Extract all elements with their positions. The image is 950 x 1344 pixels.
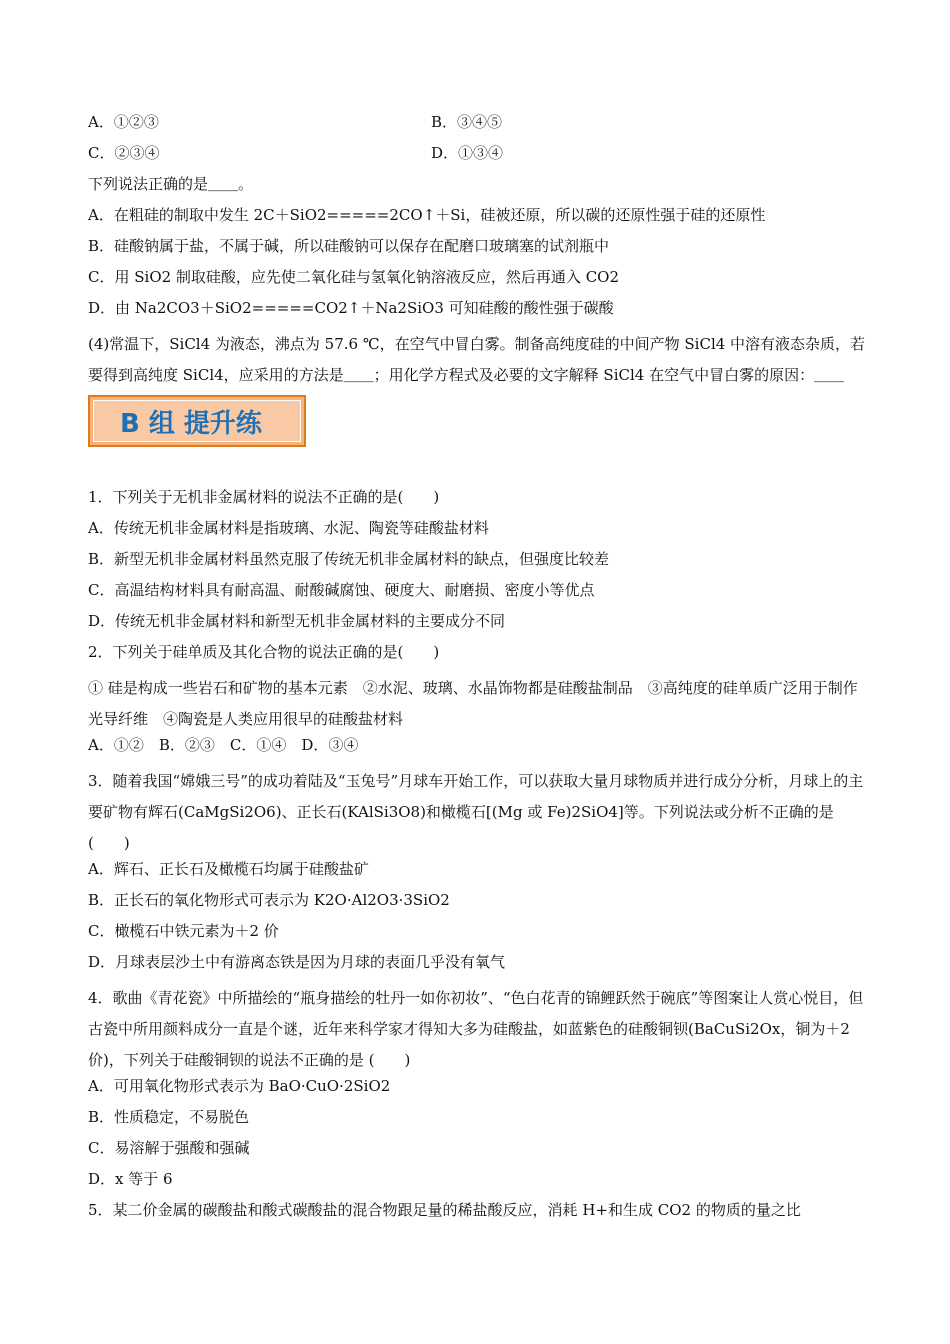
question-stem: 5．某二价金属的碳酸盐和酸式碳酸盐的混合物跟足量的稀盐酸反应，消耗 H+和生成 CO2 的物质的量之比 — [88, 1201, 801, 1219]
banner-title: B 组 提升练 — [93, 400, 301, 442]
section-banner — [88, 391, 868, 487]
question-body: ① 硅是构成一些岩石和矿物的基本元素 ②水泥、玻璃、水晶饰物都是硅酸盐制品 ③高纯度的硅单质广泛用于制作光导纤维 ④陶瓷是人类应用很早的硅酸盐材料 — [88, 679, 858, 728]
option-c: C．易溶解于强酸和强碱 — [88, 1139, 250, 1157]
question-stem: 下列说法正确的是＿＿。 — [88, 175, 254, 193]
option-d: D．由 Na2CO3＋SiO2=====CO2↑＋Na2SiO3 可知硅酸的酸性强于碳酸 — [88, 299, 614, 317]
option-b: B．③④⑤ — [431, 113, 503, 131]
option-a: A．可用氧化物形式表示为 BaO·CuO·2SiO2 — [88, 1077, 391, 1095]
option-b: B．正长石的氧化物形式可表示为 K2O·Al2O3·3SiO2 — [88, 891, 450, 909]
option-d: D．x 等于 6 — [88, 1170, 173, 1188]
option-c: C．②③④ — [88, 144, 160, 162]
option-d: D．月球表层沙土中有游离态铁是因为月球的表面几乎没有氧气 — [88, 953, 506, 971]
option-c: C．高温结构材料具有耐高温、耐酸碱腐蚀、硬度大、耐磨损、密度小等优点 — [88, 581, 595, 599]
option-c: C．用 SiO2 制取硅酸，应先使二氧化硅与氢氧化钠溶液反应，然后再通入 CO2 — [88, 268, 620, 286]
option-a: A．①②③ — [88, 113, 159, 131]
option-b: B．新型无机非金属材料虽然克服了传统无机非金属材料的缺点，但强度比较差 — [88, 550, 610, 568]
option-a: A．传统无机非金属材料是指玻璃、水泥、陶瓷等硅酸盐材料 — [88, 519, 489, 537]
question-stem: 2．下列关于硅单质及其化合物的说法正确的是( ) — [88, 643, 440, 661]
document-page — [88, 112, 868, 1231]
option-d: D．传统无机非金属材料和新型无机非金属材料的主要成分不同 — [88, 612, 506, 630]
question-part-4: (4)常温下，SiCl4 为液态，沸点为 57.6 ℃，在空气中冒白雾。制备高纯度硅的中间产物 SiCl4 中溶有液态杂质，若要得到高纯度 SiCl4，应采用的方法是＿＿；用化学方程式及必要的文字解释 SiCl4 在空气中冒白雾的原因：＿＿ — [88, 335, 866, 384]
option-a: A．在粗硅的制取中发生 2C＋SiO2=====2CO↑＋Si，硅被还原，所以碳的还原性强于硅的还原性 — [88, 206, 766, 224]
banner-box — [88, 395, 306, 447]
question-stem: 3．随着我国“嫦娥三号”的成功着陆及“玉兔号”月球车开始工作，可以获取大量月球物质并进行成分分析，月球上的主要矿物有辉石(CaMgSi2O6)、正长石(KAlSi3O8)和橄榄石[(Mg 或 Fe)2SiO4]等。下列说法或分析不正确的是 ( ) — [88, 772, 864, 852]
option-b: B．性质稳定，不易脱色 — [88, 1108, 250, 1126]
option-a: A．辉石、正长石及橄榄石均属于硅酸盐矿 — [88, 860, 369, 878]
option-b: B．硅酸钠属于盐，不属于碱，所以硅酸钠可以保存在配磨口玻璃塞的试剂瓶中 — [88, 237, 610, 255]
question-stem: 4．歌曲《青花瓷》中所描绘的“瓶身描绘的牡丹一如你初妆”、“色白花青的锦鲤跃然于碗底”等图案让人赏心悦目，但古瓷中所用颜料成分一直是个谜，近年来科学家才得知大多为硅酸盐，如蓝紫色的硅酸铜钡(BaCuSi2Ox，铜为＋2 价)，下列关于硅酸铜钡的说法不正确的是 ( ) — [88, 989, 864, 1069]
option-row — [88, 143, 868, 174]
option-list: A．①② B．②③ C．①④ D．③④ — [88, 736, 359, 754]
question-stem: 1．下列关于无机非金属材料的说法不正确的是( ) — [88, 488, 440, 506]
option-c: C．橄榄石中铁元素为＋2 价 — [88, 922, 279, 940]
option-row — [88, 112, 868, 143]
option-d: D．①③④ — [431, 144, 504, 162]
